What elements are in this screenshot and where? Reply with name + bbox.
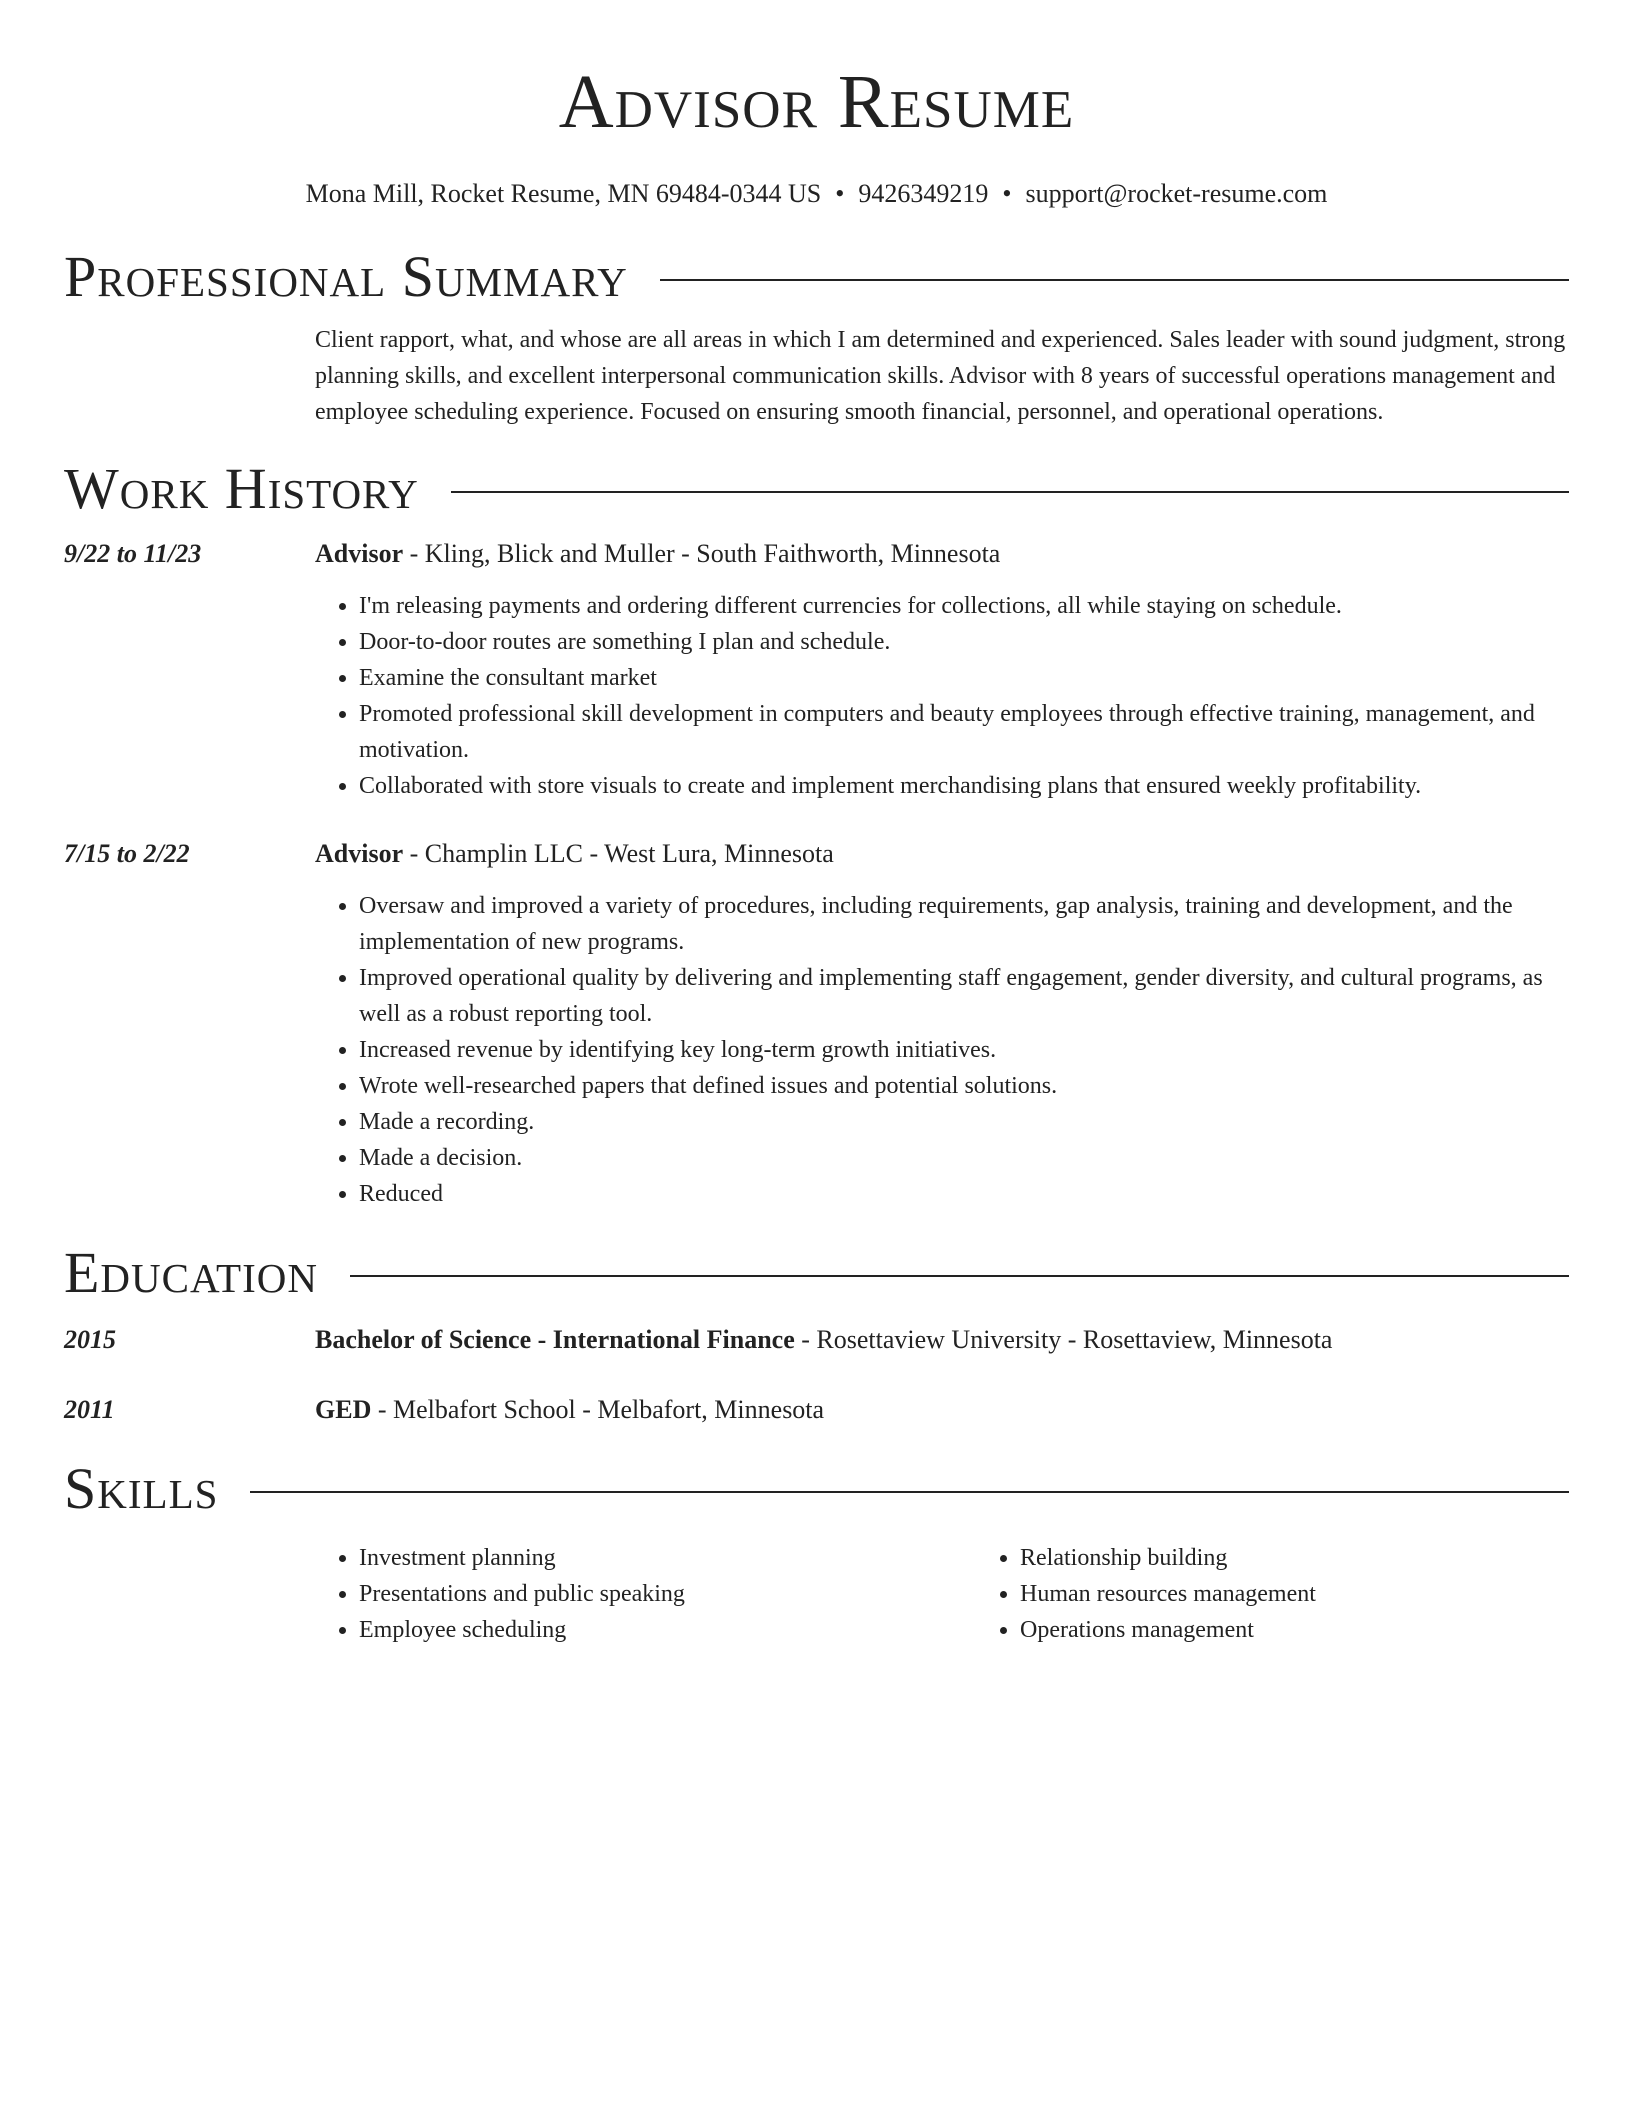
summary-row bbox=[64, 322, 1569, 430]
section-divider bbox=[350, 1275, 1569, 1277]
section-divider bbox=[250, 1491, 1569, 1493]
contact-phone: 9426349219 bbox=[858, 179, 989, 208]
skill-item: • Presentations and public speaking bbox=[359, 1576, 976, 1612]
work-section-header bbox=[64, 454, 1569, 524]
job-details: - Champlin LLC - West Lura, Minnesota bbox=[403, 839, 834, 868]
job-entry bbox=[64, 836, 1569, 1212]
education-entry bbox=[64, 1392, 1569, 1428]
job-bullet: • Door-to-door routes are something I plan and schedule. bbox=[359, 624, 1569, 660]
contact-email: support@rocket-resume.com bbox=[1025, 179, 1328, 208]
contact-line bbox=[64, 176, 1569, 212]
summary-heading: Professional Summary bbox=[64, 244, 628, 309]
contact-separator: • bbox=[1002, 179, 1012, 208]
job-dates: 7/15 to 2/22 bbox=[64, 839, 190, 868]
education-degree: GED bbox=[315, 1395, 372, 1424]
education-entry bbox=[64, 1322, 1569, 1358]
skill-item: • Operations management bbox=[1020, 1612, 1632, 1648]
job-dates: 9/22 to 11/23 bbox=[64, 539, 202, 568]
skill-item: • Investment planning bbox=[359, 1540, 976, 1576]
contact-address: Mona Mill, Rocket Resume, MN 69484-0344 US bbox=[305, 179, 822, 208]
education-section-header bbox=[64, 1238, 1569, 1308]
job-title-line bbox=[315, 536, 1569, 572]
skills-column-2 bbox=[976, 1540, 1632, 1648]
job-bullet: • Collaborated with store visuals to create and implement merchandising plans that ensured weekly profitability. bbox=[359, 768, 1569, 804]
section-divider bbox=[660, 279, 1569, 281]
job-bullet: • Made a recording. bbox=[359, 1104, 1569, 1140]
job-title-line bbox=[315, 836, 1569, 872]
job-bullet: • Examine the consultant market bbox=[359, 660, 1569, 696]
job-entry bbox=[64, 536, 1569, 804]
skills-heading: Skills bbox=[64, 1456, 219, 1521]
job-bullet: • Improved operational quality by delivering and implementing staff engagement, gender diversity, and cultural programs, as well as a robust reporting tool. bbox=[359, 960, 1569, 1032]
job-bullet: • Wrote well-researched papers that defined issues and potential solutions. bbox=[359, 1068, 1569, 1104]
job-bullets bbox=[315, 888, 1569, 1212]
skill-item: • Human resources management bbox=[1020, 1576, 1632, 1612]
education-details: - Rosettaview University - Rosettaview, Minnesota bbox=[794, 1325, 1333, 1354]
education-year: 2015 bbox=[64, 1325, 116, 1354]
skills-row bbox=[64, 1540, 1569, 1648]
job-bullet: • Oversaw and improved a variety of procedures, including requirements, gap analysis, training and development, and the implementation of new programs. bbox=[359, 888, 1569, 960]
education-heading: Education bbox=[64, 1240, 318, 1305]
job-title: Advisor bbox=[315, 539, 404, 568]
job-title: Advisor bbox=[315, 839, 404, 868]
job-details: - Kling, Blick and Muller - South Faithworth, Minnesota bbox=[403, 539, 1001, 568]
skill-item: • Employee scheduling bbox=[359, 1612, 976, 1648]
education-details: - Melbafort School - Melbafort, Minnesota bbox=[371, 1395, 825, 1424]
summary-section-header bbox=[64, 242, 1569, 312]
job-bullets bbox=[315, 588, 1569, 804]
skills-section-header bbox=[64, 1454, 1569, 1524]
education-year: 2011 bbox=[64, 1395, 115, 1424]
contact-separator: • bbox=[835, 179, 845, 208]
education-degree: Bachelor of Science - International Finance bbox=[315, 1325, 795, 1354]
job-bullet: • I'm releasing payments and ordering different currencies for collections, all while staying on schedule. bbox=[359, 588, 1569, 624]
job-bullet: • Made a decision. bbox=[359, 1140, 1569, 1176]
job-bullet: • Increased revenue by identifying key long-term growth initiatives. bbox=[359, 1032, 1569, 1068]
skills-column-1 bbox=[315, 1540, 976, 1648]
work-heading: Work History bbox=[64, 456, 419, 521]
section-divider bbox=[451, 491, 1569, 493]
job-bullet: • Reduced bbox=[359, 1176, 1569, 1212]
resume-title: Advisor Resume bbox=[558, 60, 1075, 144]
skill-item: • Relationship building bbox=[1020, 1540, 1632, 1576]
skills-columns bbox=[315, 1540, 1632, 1648]
job-bullet: • Promoted professional skill development in computers and beauty employees through effective training, management, and motivation. bbox=[359, 696, 1569, 768]
summary-text: Client rapport, what, and whose are all areas in which I am determined and experienced. Sales leader with sound judgment, strong planning skills, and excellent interpersonal communication skills. Advisor with 8 years of successful operations management and employee scheduling experience. Focused on ensuring smooth financial, personnel, and operational operations. bbox=[315, 327, 1566, 425]
resume-page bbox=[64, 0, 1569, 1648]
